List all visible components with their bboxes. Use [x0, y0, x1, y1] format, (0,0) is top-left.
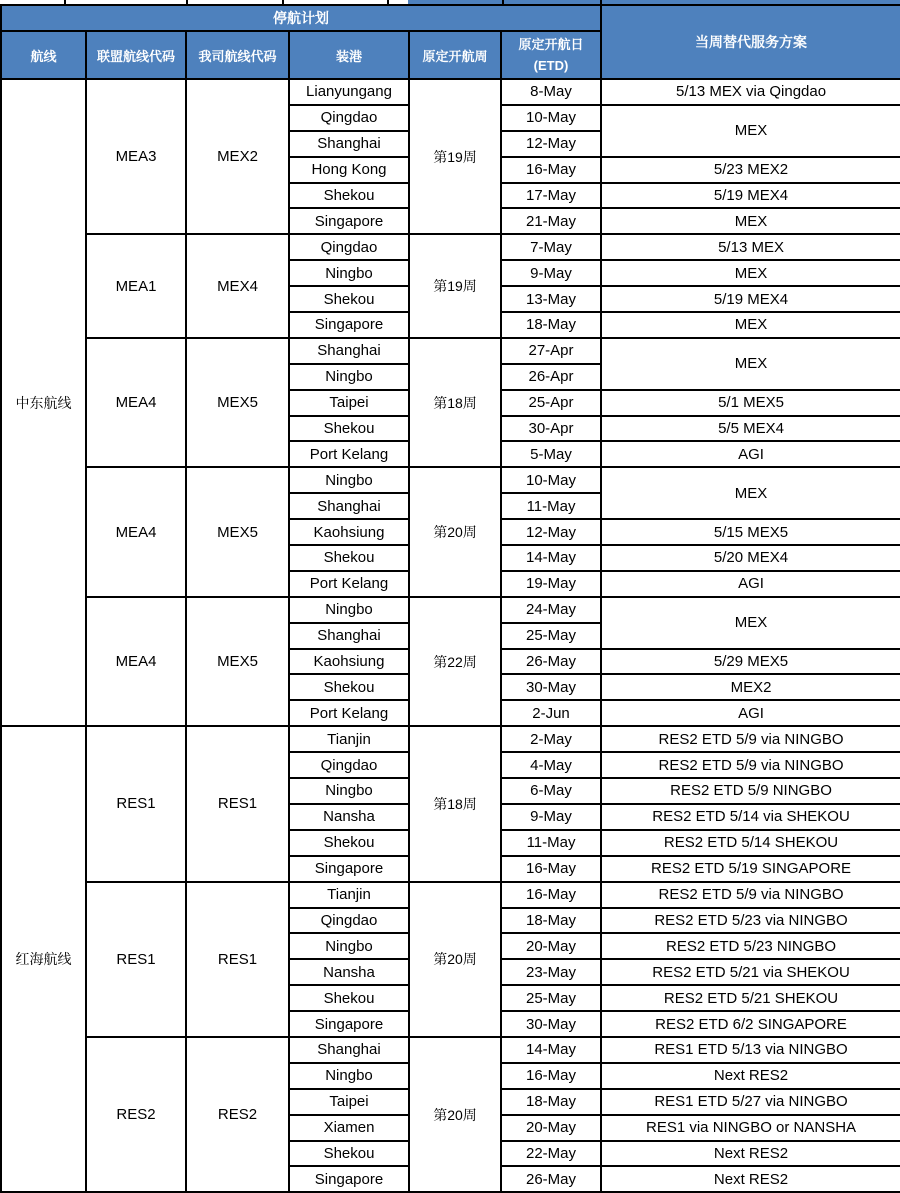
port-cell: Nansha [289, 959, 409, 985]
alt-service-cell: 5/13 MEX [601, 234, 900, 260]
alt-service-cell: 5/23 MEX2 [601, 157, 900, 183]
grid-tick [64, 0, 66, 4]
alt-service-cell: AGI [601, 700, 900, 726]
port-cell: Hong Kong [289, 157, 409, 183]
alt-service-cell: MEX [601, 208, 900, 234]
etd-cell: 25-Apr [501, 390, 601, 416]
alt-service-cell: RES2 ETD 5/19 SINGAPORE [601, 856, 900, 882]
etd-cell: 18-May [501, 1089, 601, 1115]
alt-service-cell: RES2 ETD 5/9 via NINGBO [601, 726, 900, 752]
etd-cell: 24-May [501, 597, 601, 623]
etd-cell: 18-May [501, 908, 601, 934]
week-cell: 第20周 [409, 882, 501, 1037]
etd-header [501, 31, 601, 79]
etd-cell: 6-May [501, 778, 601, 804]
alt-service-cell: MEX [601, 312, 900, 338]
alt-service-cell: RES2 ETD 5/14 via SHEKOU [601, 804, 900, 830]
company-code-cell: RES1 [186, 726, 289, 881]
port-cell: Ningbo [289, 1063, 409, 1089]
alt-service-cell: RES1 ETD 5/13 via NINGBO [601, 1037, 900, 1063]
alt-service-cell: RES2 ETD 5/21 SHEKOU [601, 985, 900, 1011]
table-row [1, 338, 900, 364]
etd-cell: 20-May [501, 1115, 601, 1141]
week-cell: 第18周 [409, 726, 501, 881]
table-row [1, 79, 900, 105]
week-cell: 第22周 [409, 597, 501, 726]
alliance-code-cell: RES1 [86, 882, 186, 1037]
etd-cell: 25-May [501, 985, 601, 1011]
etd-cell: 10-May [501, 105, 601, 131]
week-cell: 第20周 [409, 467, 501, 596]
plan-title-header: 停航计划 [1, 5, 601, 31]
port-cell: Shekou [289, 286, 409, 312]
etd-header-line1: 原定开航日 [518, 37, 584, 52]
etd-cell: 30-May [501, 674, 601, 700]
alt-service-cell: RES1 via NINGBO or NANSHA [601, 1115, 900, 1141]
alt-service-cell: Next RES2 [601, 1141, 900, 1167]
company-code-cell: MEX5 [186, 338, 289, 467]
alt-service-cell: MEX [601, 338, 900, 390]
port-cell: Qingdao [289, 908, 409, 934]
alliance-code-cell: MEA1 [86, 234, 186, 338]
port-cell: Shanghai [289, 493, 409, 519]
company-code-cell: RES2 [186, 1037, 289, 1192]
company-code-cell: MEX5 [186, 597, 289, 726]
port-cell: Lianyungang [289, 79, 409, 105]
port-cell: Shekou [289, 1141, 409, 1167]
port-cell: Kaohsiung [289, 519, 409, 545]
etd-header-line2: (ETD) [533, 58, 569, 73]
alt-service-cell: MEX2 [601, 674, 900, 700]
week-cell: 第20周 [409, 1037, 501, 1192]
alt-service-cell: RES2 ETD 6/2 SINGAPORE [601, 1011, 900, 1037]
table-row [1, 726, 900, 752]
etd-cell: 21-May [501, 208, 601, 234]
port-cell: Ningbo [289, 467, 409, 493]
etd-cell: 14-May [501, 1037, 601, 1063]
etd-cell: 20-May [501, 933, 601, 959]
table-row [1, 234, 900, 260]
etd-cell: 23-May [501, 959, 601, 985]
company-code-cell: RES1 [186, 882, 289, 1037]
grid-tick [282, 0, 284, 4]
etd-cell: 18-May [501, 312, 601, 338]
alliance-code-cell: MEA4 [86, 597, 186, 726]
company-code-cell: MEX4 [186, 234, 289, 338]
port-cell: Ningbo [289, 778, 409, 804]
header-row-1 [1, 5, 900, 31]
port-cell: Ningbo [289, 933, 409, 959]
etd-cell: 26-Apr [501, 364, 601, 390]
etd-cell: 10-May [501, 467, 601, 493]
port-cell: Shanghai [289, 338, 409, 364]
alt-service-cell: RES2 ETD 5/9 via NINGBO [601, 882, 900, 908]
alliance-code-cell: RES1 [86, 726, 186, 881]
grid-tick [600, 0, 602, 4]
alt-service-cell: RES2 ETD 5/23 via NINGBO [601, 908, 900, 934]
port-cell: Shanghai [289, 623, 409, 649]
alt-service-cell: AGI [601, 441, 900, 467]
port-cell: Ningbo [289, 260, 409, 286]
table-row [1, 1037, 900, 1063]
etd-cell: 16-May [501, 1063, 601, 1089]
route-header: 航线 [1, 31, 86, 79]
table-row [1, 597, 900, 623]
port-cell: Singapore [289, 312, 409, 338]
etd-cell: 7-May [501, 234, 601, 260]
table-row [1, 882, 900, 908]
port-cell: Port Kelang [289, 700, 409, 726]
etd-cell: 9-May [501, 804, 601, 830]
blank-sailing-table [0, 4, 900, 1193]
alt-service-cell: RES2 ETD 5/23 NINGBO [601, 933, 900, 959]
etd-cell: 5-May [501, 441, 601, 467]
port-header: 装港 [289, 31, 409, 79]
route-cell: 红海航线 [1, 726, 86, 1192]
port-cell: Port Kelang [289, 441, 409, 467]
route-cell: 中东航线 [1, 79, 86, 726]
alliance-code-cell: MEA4 [86, 338, 186, 467]
etd-cell: 12-May [501, 131, 601, 157]
port-cell: Ningbo [289, 364, 409, 390]
alt-service-cell: 5/19 MEX4 [601, 183, 900, 209]
etd-cell: 19-May [501, 571, 601, 597]
alt-service-cell: Next RES2 [601, 1166, 900, 1192]
alt-service-cell: MEX [601, 467, 900, 519]
port-cell: Taipei [289, 1089, 409, 1115]
port-cell: Shekou [289, 183, 409, 209]
alt-service-cell: Next RES2 [601, 1063, 900, 1089]
etd-cell: 22-May [501, 1141, 601, 1167]
port-cell: Taipei [289, 390, 409, 416]
etd-cell: 26-May [501, 649, 601, 675]
alliance-code-header: 联盟航线代码 [86, 31, 186, 79]
alt-service-cell: 5/1 MEX5 [601, 390, 900, 416]
etd-cell: 26-May [501, 1166, 601, 1192]
alt-service-cell: 5/29 MEX5 [601, 649, 900, 675]
alt-service-cell: 5/15 MEX5 [601, 519, 900, 545]
etd-cell: 16-May [501, 157, 601, 183]
company-code-cell: MEX5 [186, 467, 289, 596]
port-cell: Nansha [289, 804, 409, 830]
alt-service-cell: RES2 ETD 5/21 via SHEKOU [601, 959, 900, 985]
etd-cell: 2-Jun [501, 700, 601, 726]
alt-service-cell: 5/13 MEX via Qingdao [601, 79, 900, 105]
alliance-code-cell: MEA4 [86, 467, 186, 596]
port-cell: Tianjin [289, 882, 409, 908]
port-cell: Shekou [289, 545, 409, 571]
week-cell: 第19周 [409, 234, 501, 338]
port-cell: Shanghai [289, 1037, 409, 1063]
etd-cell: 27-Apr [501, 338, 601, 364]
etd-cell: 16-May [501, 856, 601, 882]
alt-service-cell: RES2 ETD 5/9 NINGBO [601, 778, 900, 804]
etd-cell: 11-May [501, 830, 601, 856]
port-cell: Shekou [289, 830, 409, 856]
port-cell: Singapore [289, 1011, 409, 1037]
etd-cell: 2-May [501, 726, 601, 752]
etd-cell: 30-Apr [501, 416, 601, 442]
port-cell: Xiamen [289, 1115, 409, 1141]
port-cell: Qingdao [289, 105, 409, 131]
etd-cell: 9-May [501, 260, 601, 286]
port-cell: Shekou [289, 674, 409, 700]
alt-service-cell: AGI [601, 571, 900, 597]
etd-cell: 25-May [501, 623, 601, 649]
etd-cell: 14-May [501, 545, 601, 571]
alt-service-cell: RES2 ETD 5/9 via NINGBO [601, 752, 900, 778]
alt-service-cell: MEX [601, 260, 900, 286]
port-cell: Kaohsiung [289, 649, 409, 675]
port-cell: Singapore [289, 1166, 409, 1192]
grid-tick [186, 0, 188, 4]
alt-service-cell: MEX [601, 105, 900, 157]
week-cell: 第19周 [409, 79, 501, 234]
port-cell: Port Kelang [289, 571, 409, 597]
etd-cell: 16-May [501, 882, 601, 908]
etd-cell: 30-May [501, 1011, 601, 1037]
etd-cell: 8-May [501, 79, 601, 105]
alt-service-cell: MEX [601, 597, 900, 649]
company-code-header: 我司航线代码 [186, 31, 289, 79]
etd-cell: 17-May [501, 183, 601, 209]
port-cell: Shanghai [289, 131, 409, 157]
alt-service-cell: 5/19 MEX4 [601, 286, 900, 312]
alt-service-cell: RES2 ETD 5/14 SHEKOU [601, 830, 900, 856]
port-cell: Qingdao [289, 234, 409, 260]
grid-tick [387, 0, 389, 4]
port-cell: Shekou [289, 416, 409, 442]
alliance-code-cell: RES2 [86, 1037, 186, 1192]
port-cell: Singapore [289, 856, 409, 882]
etd-cell: 12-May [501, 519, 601, 545]
grid-tick [502, 0, 504, 4]
etd-cell: 11-May [501, 493, 601, 519]
etd-cell: 4-May [501, 752, 601, 778]
table-row [1, 467, 900, 493]
alt-service-header: 当周替代服务方案 [601, 5, 900, 79]
port-cell: Shekou [289, 985, 409, 1011]
port-cell: Singapore [289, 208, 409, 234]
etd-cell: 13-May [501, 286, 601, 312]
port-cell: Qingdao [289, 752, 409, 778]
company-code-cell: MEX2 [186, 79, 289, 234]
cropped-row-blue-fill [408, 0, 900, 4]
alliance-code-cell: MEA3 [86, 79, 186, 234]
port-cell: Ningbo [289, 597, 409, 623]
cropped-row-strip [0, 0, 900, 4]
week-header: 原定开航周 [409, 31, 501, 79]
port-cell: Tianjin [289, 726, 409, 752]
alt-service-cell: 5/20 MEX4 [601, 545, 900, 571]
alt-service-cell: 5/5 MEX4 [601, 416, 900, 442]
week-cell: 第18周 [409, 338, 501, 467]
alt-service-cell: RES1 ETD 5/27 via NINGBO [601, 1089, 900, 1115]
